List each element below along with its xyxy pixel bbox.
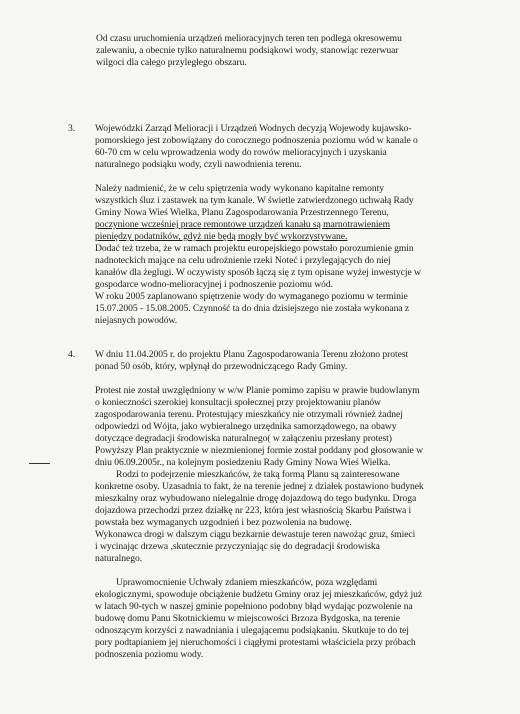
note-line: Dodać też trzeba, że w ramach projektu europejskiego powstało porozumienie gmin — [95, 243, 414, 254]
protest-line: mieszkalny oraz wybudowano nielegalnie drogę dojazdową do tego budynku. Droga — [95, 493, 417, 504]
protest-line: Rodzi to podejrzenie mieszkańców, że taką formą Planu są zainteresowane — [116, 469, 400, 480]
note-line: wszystkich śluz i zastawek na tym kanale. W świetle zatwierdzonego uchwałą Rady — [95, 195, 414, 206]
final-line: ekologicznymi, spowoduje obciążenie budżetu Gminy oraz jej mieszkańców, gdyż już — [95, 589, 423, 600]
item-3-line: 60-70 cm w celu wprowadzenia wody do rowów melioracyjnych i uzyskania — [95, 147, 387, 158]
protest-line: zagospodarowania terenu. Protestujący mieszkańcy nie otrzymali również żadnej — [95, 409, 403, 420]
protest-line: dotyczące degradacji środowiska naturalnego( w załączeniu przesłany protest) — [95, 433, 392, 444]
protest-line: Protest nie został uwzględniony w w/w Planie pomimo zapisu w prawie budowlanym — [95, 385, 420, 396]
note-line: W roku 2005 zaplanowano spiętrzenie wody do wymaganego poziomu w terminie — [95, 291, 408, 302]
paragraph-1-line: zalewaniu, a obecnie tylko naturalnemu podsiąkowi wody, stanowiąc rezerwuar — [96, 45, 399, 56]
final-line: podnoszenia poziomu wody. — [95, 649, 204, 660]
final-line: odnoszącym korzyści z nawadniania i ulegającemu podsiąkaniu. Skutkuje to do tej — [95, 625, 409, 636]
note-line: Gminy Nowa Wieś Wielka, Planu Zagospodarowania Przestrzennego Terenu, — [95, 207, 389, 218]
protest-line: o konieczności szerokiej konsultacji społecznej przy projektowaniu planów — [95, 397, 381, 408]
protest-line: odpowiedzi od Wójta, jako wybieralnego urzędnika samorządowego, na obawy — [95, 421, 397, 432]
protest-line: dniu 06.09.2005r., na kolejnym posiedzeniu Rady Gminy Nowa Wieś Wielka. — [95, 457, 391, 468]
item-3-line: pomorskiego jest zobowiązany do corocznego podnoszenia poziomu wód w kanale o — [95, 135, 418, 146]
note-line: niejasnych powodów. — [95, 315, 178, 326]
note-line: 15.07.2005 - 15.08.2005. Czynność ta do dnia dzisiejszego nie została wykonana z — [95, 303, 410, 314]
note-line-underlined: poczynione wcześniej prace remontowe urządzeń kanału są marnotrawieniem — [95, 219, 391, 230]
item-3-line: Wojewódzki Zarząd Melioracji i Urządzeń Wodnych decyzją Wojewody kujawsko- — [95, 123, 412, 134]
margin-mark — [29, 463, 50, 464]
protest-line: konkretne osoby. Uzasadnia to fakt, że na terenie jednej z działek postawiono budynek — [95, 481, 424, 492]
protest-line: dojazdowa przechodzi przez działkę nr 223, która jest własnością Skarbu Państwa i — [95, 505, 412, 516]
note-line: kanałów dla żeglugi. W oczywisty sposób łączą się z tym opisane wyżej inwestycje w — [95, 267, 421, 278]
item-3-line: naturalnego podsiąku wody, czyli nawodnienia terenu. — [95, 159, 302, 170]
paragraph-1-line: wilgoci dla całego przyległego obszaru. — [96, 57, 247, 68]
note-line: nadnoteckich mające na celu udrożnienie rzeki Noteć i przylegających do niej — [95, 255, 391, 266]
final-line: pory podtapianiem jej nieruchomości i ciągłymi protestami właściciela przy próbach — [95, 637, 416, 648]
paragraph-1-line: Od czasu uruchomienia urządzeń melioracyjnych teren ten podlega okresowemu — [96, 33, 402, 44]
protest-line: i wycinając drzewa ,skutecznie przyczyniając się do degradacji środowiska — [95, 541, 380, 552]
protest-line: powstała bez wymaganych uzgodnień i bez pozwolenia na budowę. — [95, 517, 352, 528]
item-3-number: 3. — [68, 123, 76, 134]
note-line: gospodarce wodno-melioracyjnej i podnoszenie poziomu wód. — [95, 279, 333, 290]
protest-line: Wykonawca drogi w dalszym ciągu bezkarnie dewastuje teren nawożąc gruz, śmieci — [95, 529, 416, 540]
final-line: budowę domu Panu Skotnickiemu w miejscowości Brzoza Bydgoska, na terenie — [95, 613, 400, 624]
item-4-line: ponad 50 osób, który, wpłynął do przewodniczącego Rady Gminy. — [95, 361, 348, 372]
protest-line: naturalnego. — [95, 553, 143, 564]
item-4-line: W dniu 11.04.2005 r. do projektu Planu Zagospodarowania Terenu złożono protest — [95, 349, 409, 360]
final-line: Uprawomocnienie Uchwały zdaniem mieszkańców, poza względami — [116, 577, 378, 588]
protest-line: Powyższy Plan praktycznie w niezmienionej formie został poddany pod głosowanie w — [95, 445, 423, 456]
item-4-number: 4. — [68, 349, 76, 360]
note-line: Należy nadmienić, że w celu spiętrzenia wody wykonano kapitalne remonty — [95, 183, 384, 194]
final-line: w latach 90-tych w naszej gminie popełniono podobny błąd wydając pozwolenie na — [95, 601, 413, 612]
note-line-underlined: pieniędzy podatników, gdyż nie będą mogły być wykorzystywane. — [95, 231, 348, 242]
